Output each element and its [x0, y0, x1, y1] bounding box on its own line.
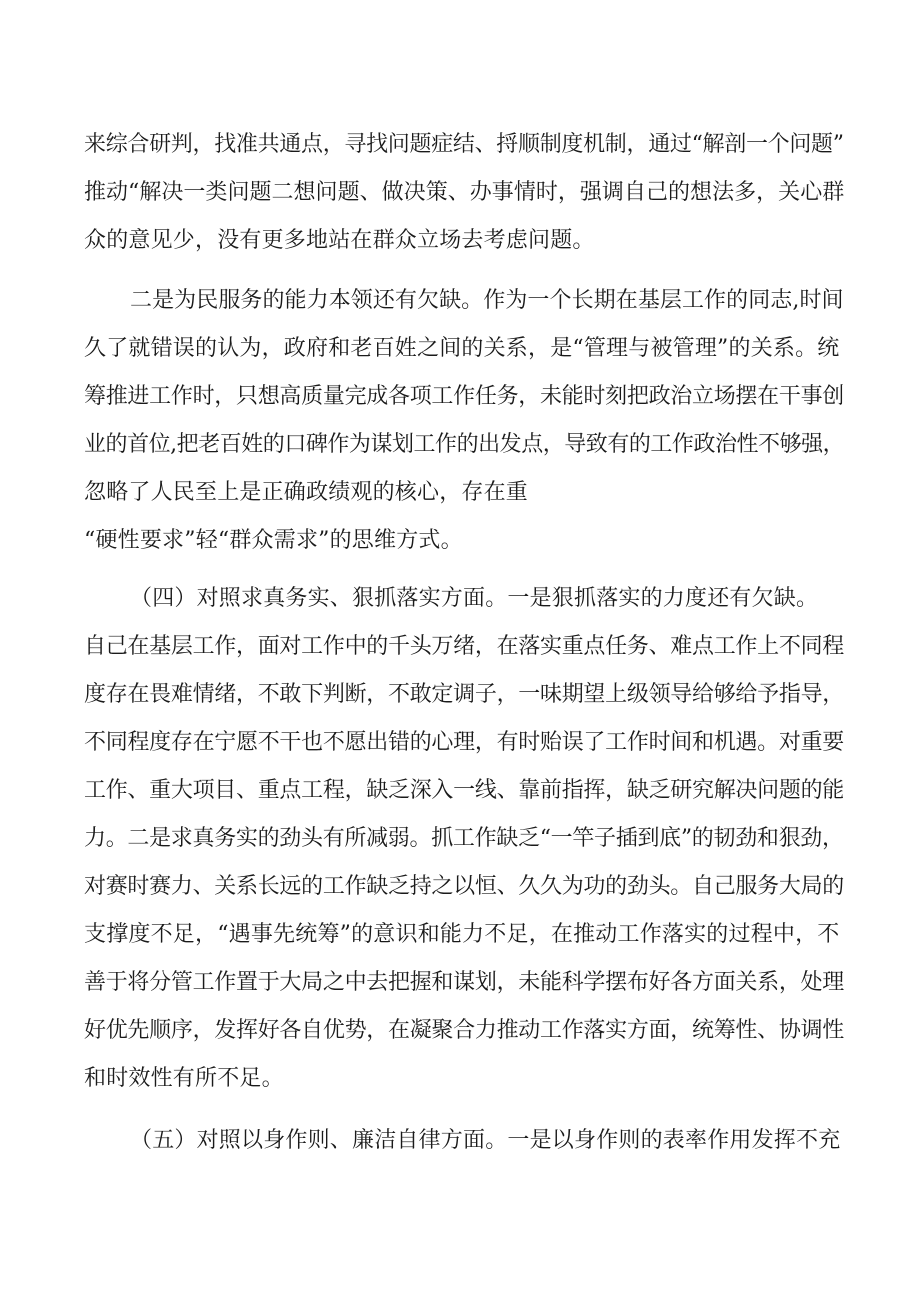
- text-line: 自己在基层工作，面对工作中的千头万绪，在落实重点任务、难点工作上不同程: [84, 634, 845, 659]
- text-line: 对赛时赛力、关系长远的工作缺乏持之以恒、久久为功的劲头。自己服务大局的: [84, 874, 845, 899]
- text-line: 业的首位,把老百姓的口碑作为谋划工作的出发点，导致有的工作政治性不够强，: [84, 432, 845, 457]
- text-line: （五）对照以身作则、廉洁自律方面。一是以身作则的表率作用发挥不充: [130, 1128, 841, 1153]
- text-line: 推动“解决一类问题二想问题、做决策、办事情时，强调自己的想法多，关心群: [84, 180, 845, 205]
- text-line: 众的意见少，没有更多地站在群众立场去考虑问题。: [84, 228, 595, 253]
- text-line: 工作、重大项目、重点工程，缺乏深入一线、靠前指挥，缺乏研究解决问题的能: [84, 778, 845, 803]
- text-line: 来综合研判，找准共通点，寻找问题症结、捋顺制度机制，通过“解剖一个问题”: [84, 132, 844, 157]
- text-line: 不同程度存在宁愿不干也不愿出错的心理，有时贻误了工作时间和机遇。对重要: [84, 730, 845, 755]
- text-line: 支撑度不足，“遇事先统筹”的意识和能力不足，在推动工作落实的过程中，不: [84, 922, 840, 947]
- text-line: “硬性要求”轻“群众需求”的思维方式。: [84, 528, 463, 553]
- text-line: 筹推进工作时，只想高质量完成各项工作任务，未能时刻把政治立场摆在干事创: [84, 384, 845, 409]
- text-line: 好优先顺序，发挥好各自优势，在凝聚合力推动工作落实方面，统筹性、协调性: [84, 1018, 845, 1043]
- text-line: 忽略了人民至上是正确政绩观的核心，存在重: [84, 480, 529, 505]
- text-line: 度存在畏难情绪，不敢下判断，不敢定调子，一味期望上级领导给够给予指导，: [84, 682, 845, 707]
- text-line: 久了就错误的认为，政府和老百姓之间的关系，是“管理与被管理”的关系。统: [84, 336, 840, 361]
- text-line: 和时效性有所不足。: [84, 1066, 284, 1091]
- text-line: 善于将分管工作置于大局之中去把握和谋划，未能科学摆布好各方面关系，处理: [84, 970, 845, 995]
- text-line: （四）对照求真务实、狠抓落实方面。一是狠抓落实的力度还有欠缺。: [130, 586, 819, 611]
- text-line: 二是为民服务的能力本领还有欠缺。作为一个长期在基层工作的同志,时间: [130, 288, 844, 313]
- text-line: 力。二是求真务实的劲头有所减弱。抓工作缺乏“一竿子插到底”的韧劲和狠劲，: [84, 826, 844, 851]
